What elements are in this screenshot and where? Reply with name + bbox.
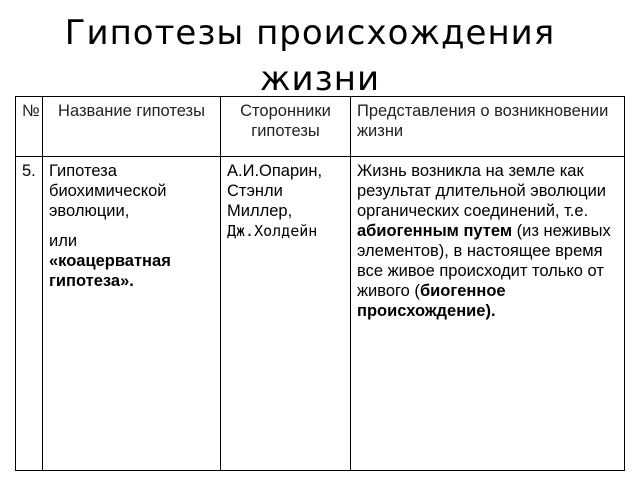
views-text-2: (из неживых элементов), в настоящее время все живое происходит только от живого ( <box>357 222 611 300</box>
table-row <box>16 157 625 471</box>
cell-views <box>351 157 625 471</box>
header-views: Представления о возникновении жизни <box>351 97 625 157</box>
views-abiogenic: абиогенным путем <box>357 222 513 240</box>
views-text-1: Жизнь возникла на земле как результат длительной эволюции органических соединений, т.е. <box>357 162 607 220</box>
table-header-row <box>16 97 625 157</box>
hypothesis-alt-name: «коацерватная гипотеза». <box>49 252 171 290</box>
page-title <box>0 10 640 102</box>
header-num: № <box>16 97 43 157</box>
header-name: Название гипотезы <box>43 97 221 157</box>
cell-name <box>43 157 221 471</box>
supporters-list: А.И.Опарин, Стэнли Миллер, <box>227 162 323 220</box>
title-line-1: Гипотезы происхождения <box>64 13 556 53</box>
hypothesis-name: Гипотеза биохимической эволюции, <box>49 162 167 220</box>
views-biogenic: биогенное происхождение). <box>357 282 506 320</box>
hypotheses-table <box>15 96 625 471</box>
header-supporters: Сторонники гипотезы <box>221 97 351 157</box>
supporter-haldane: Дж.Холдейн <box>227 222 318 240</box>
hypothesis-or: или <box>49 232 78 250</box>
title-line-2: жизни <box>259 59 381 99</box>
cell-num: 5. <box>16 157 43 471</box>
cell-supporters <box>221 157 351 471</box>
